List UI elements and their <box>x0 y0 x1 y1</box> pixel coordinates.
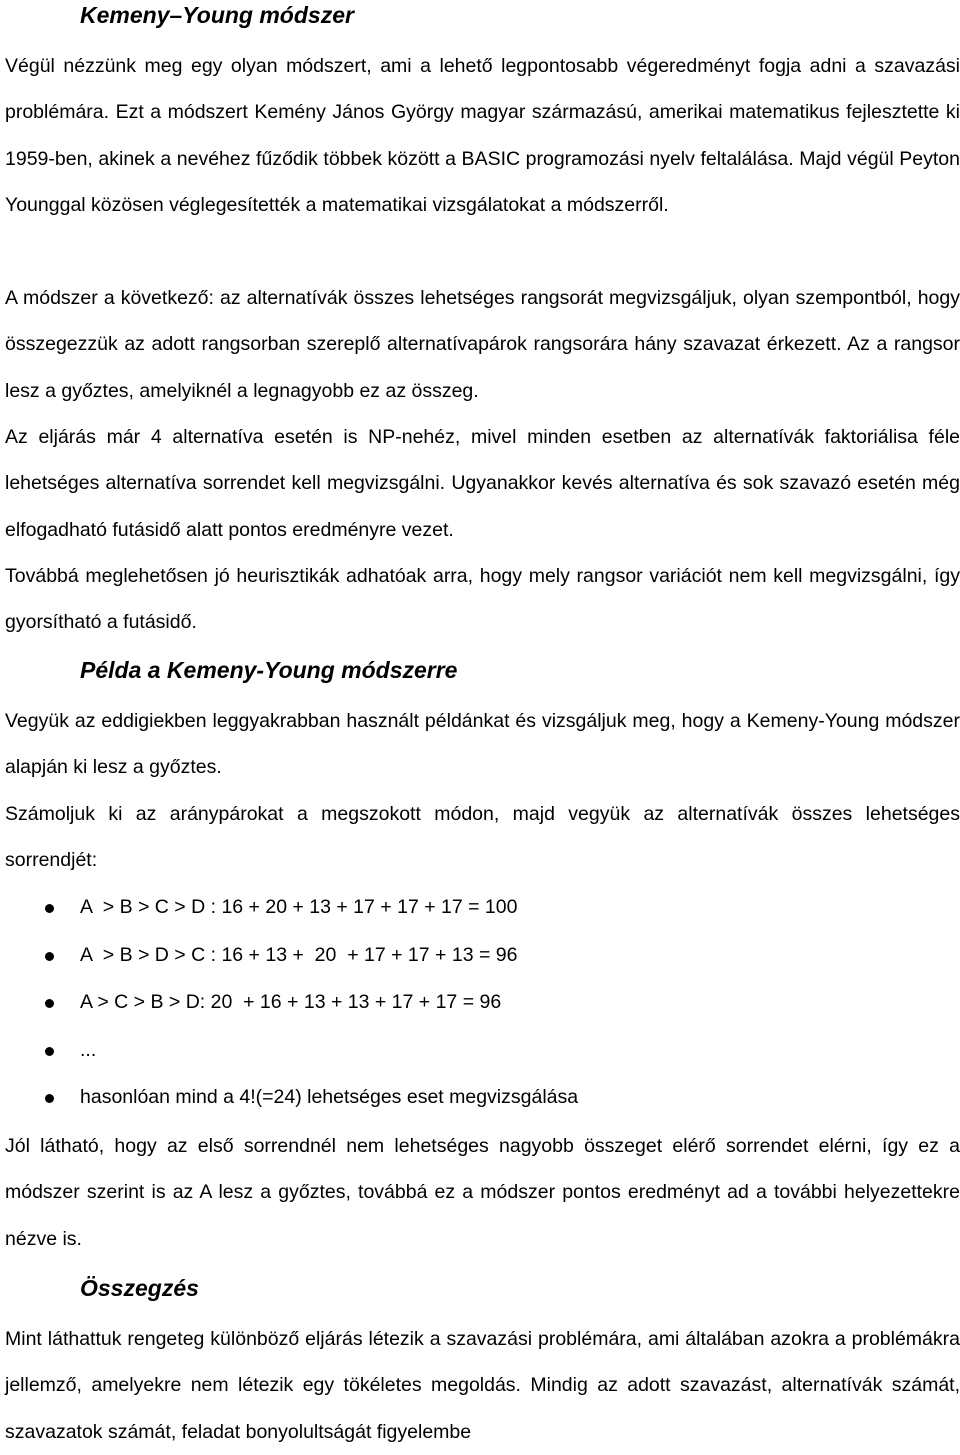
list-item: A > C > B > D: 20 + 16 + 13 + 13 + 17 + 17 = 96 <box>5 979 960 1027</box>
paragraph-example-calc: Számoljuk ki az aránypárokat a megszokott módon, majd vegyük az alternatívák összes lehetséges sorrendjét: <box>5 803 960 872</box>
paragraph-heuristics: Továbbá meglehetősen jó heurisztikák adhatóak arra, hogy mely rangsor variációt nem kell megvizsgálni, így gyorsítható a futásidő. <box>5 565 960 634</box>
bullet-icon <box>45 1047 54 1056</box>
section-heading-example: Példa a Kemeny-Young módszerre <box>80 657 458 683</box>
list-item: hasonlóan mind a 4!(=24) lehetséges eset megvizsgálása <box>5 1074 960 1122</box>
bullet-icon <box>45 1094 54 1103</box>
bullet-icon <box>45 904 54 913</box>
paragraph-summary: Mint láthattuk rengeteg különböző eljárás létezik a szavazási problémára, ami általában azokra a problémákra jellemző, amelyekre nem létezik egy tökéletes megoldás. Mindig az adott szavazást, alternatívák számát, szavazatok számát, feladat bonyolultságát figyelembe <box>5 1328 960 1443</box>
section-heading-summary: Összegzés <box>80 1275 199 1301</box>
paragraph-example-intro: Vegyük az eddigiekben leggyakrabban használt példánkat és vizsgáljuk meg, hogy a Kemeny-Young módszer alapján ki lesz a győztes. <box>5 710 960 779</box>
ranking-list <box>5 884 960 1122</box>
bullet-icon <box>45 952 54 961</box>
paragraph-method: A módszer a következő: az alternatívák összes lehetséges rangsorát megvizsgáljuk, olyan szempontból, hogy összegezzük az adott rangsorban szereplő alternatívapárok rangsorára hány szavazat érkezett. Az a rangsor lesz a győztes, amelyiknél a legnagyobb ez az összeg. <box>5 287 960 402</box>
list-item: A > B > C > D : 16 + 20 + 13 + 17 + 17 + 17 = 100 <box>5 884 960 932</box>
section-heading-kemeny-young: Kemeny–Young módszer <box>80 2 354 28</box>
list-item: A > B > D > C : 16 + 13 + 20 + 17 + 17 + 13 = 96 <box>5 932 960 980</box>
bullet-icon <box>45 999 54 1008</box>
paragraph-conclusion: Jól látható, hogy az első sorrendnél nem lehetséges nagyobb összeget elérő sorrendet elérni, így ez a módszer szerint is az A lesz a győztes, továbbá ez a módszer pontos eredményt ad a további helyezettekre nézve is. <box>5 1135 960 1250</box>
list-item: ... <box>5 1027 960 1075</box>
paragraph-intro: Végül nézzünk meg egy olyan módszert, ami a lehető legpontosabb végeredményt fogja adni a szavazási problémára. Ezt a módszert Kemény János György magyar származású, amerikai matematikus fejlesztette ki 1959-ben, akinek a nevéhez fűződik többek között a BASIC programozási nyelv feltalálása. Majd végül Peyton Younggal közösen véglegesítették a matematikai vizsgálatokat a módszerről. <box>5 55 960 216</box>
paragraph-complexity: Az eljárás már 4 alternatíva esetén is NP-nehéz, mivel minden esetben az alternatívák faktoriálisa féle lehetséges alternatíva sorrendet kell megvizsgálni. Ugyanakkor kevés alternatíva és sok szavazó esetén még elfogadható futásidő alatt pontos eredményre vezet. <box>5 426 960 541</box>
